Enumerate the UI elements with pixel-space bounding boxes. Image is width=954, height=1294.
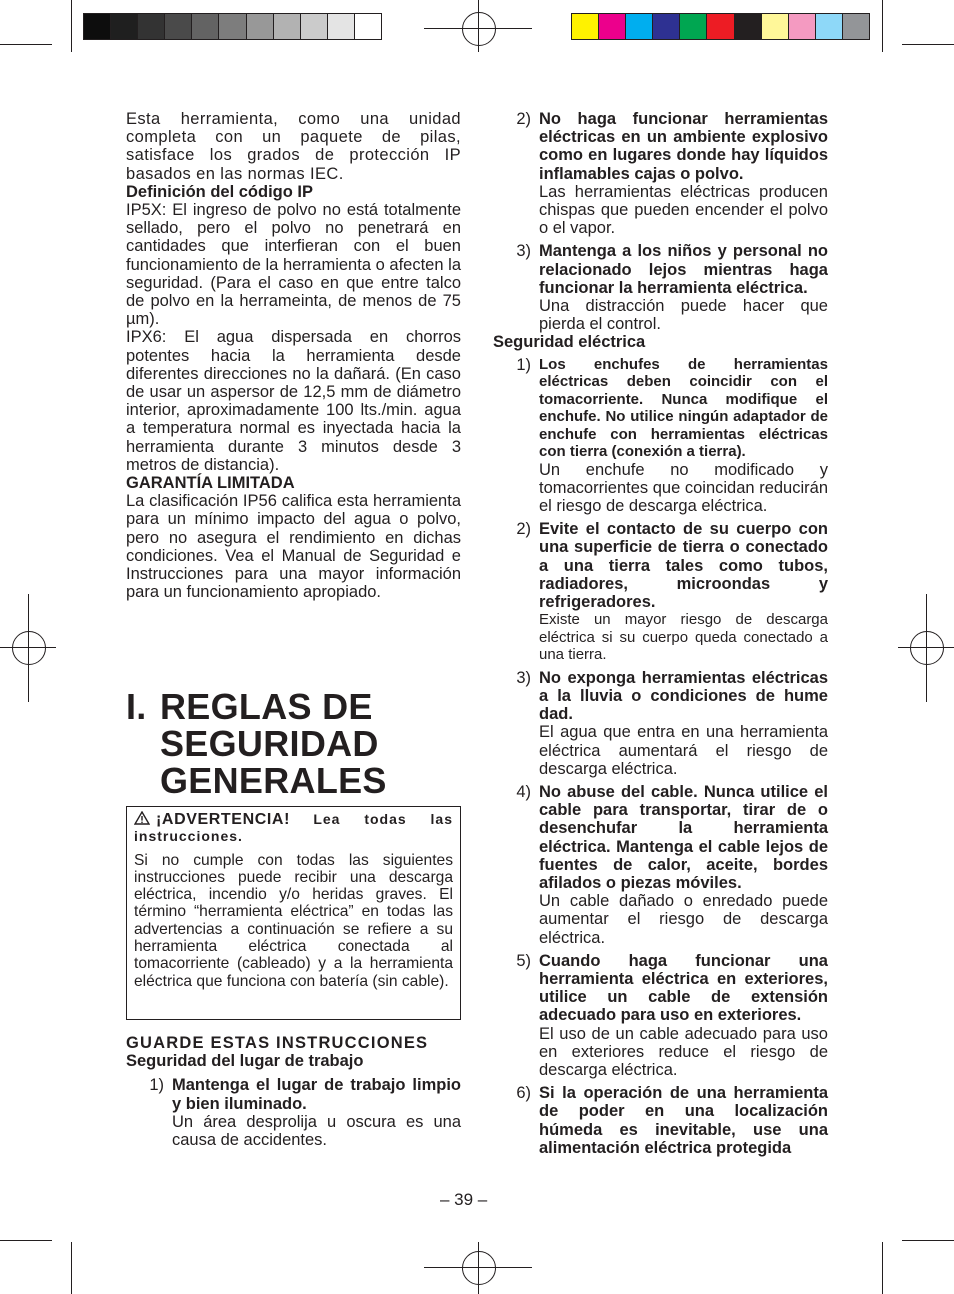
item-number: 1) — [516, 355, 531, 374]
heading-line-1: REGLAS DE — [160, 686, 373, 727]
gray-swatch-3 — [138, 14, 165, 39]
work-area-item-1 — [126, 1076, 461, 1149]
item-number: 2) — [516, 520, 531, 539]
color-swatch-7 — [735, 14, 762, 39]
item-title: Cuando haga funcionar una herramienta eléctrica en exteriores, utilice un cable de extensión adecuado para uso en exteriores. — [539, 951, 828, 1025]
color-swatch-2 — [599, 14, 626, 39]
item-title: Mantenga el lugar de trabajo limpio y bien iluminado. — [172, 1076, 461, 1113]
right-column — [493, 110, 828, 1157]
item-title: No exponga herramientas eléctricas a la lluvia o condiciones de hume dad. — [539, 668, 828, 724]
warning-lead: Lea todas las instrucciones. — [134, 811, 453, 845]
intro-paragraph: Esta herramienta, como una unidad completa con un paquete de pilas, satisface los grados de protección IP basados en las normas IEC. — [126, 110, 461, 183]
item-number: 3) — [516, 668, 531, 687]
heading-line-2: SEGURIDAD — [160, 723, 379, 764]
item-title: Evite el contacto de su cuerpo con una superficie de tierra o conectado a una tierra tales como tubos, radiadores, microondas y refrigeradores. — [539, 520, 828, 612]
color-swatch-4 — [653, 14, 680, 39]
heading-line-3: GENERALES — [160, 760, 387, 801]
color-swatch-1 — [572, 14, 599, 39]
color-swatch-3 — [626, 14, 653, 39]
electrical-item-1 — [493, 356, 828, 516]
warning-triangle-icon — [134, 811, 150, 825]
electrical-item-3 — [493, 669, 828, 778]
electrical-safety-title: Seguridad eléctrica — [493, 333, 646, 352]
section-heading — [126, 688, 466, 799]
color-swatch-5 — [680, 14, 707, 39]
work-area-item-3 — [493, 242, 828, 333]
color-swatch-8 — [762, 14, 789, 39]
item-title: No haga funcionar herramientas eléctricas en un ambiente explosivo como en lugares donde hay líquidos inflamables cajas o polvo. — [539, 110, 828, 183]
page-number: – 39 – — [440, 1190, 488, 1209]
item-number: 1) — [149, 1076, 164, 1095]
left-column-lower — [126, 1034, 461, 1149]
warning-body: Si no cumple con todas las siguientes instrucciones puede recibir una descarga eléctrica, incendio y/o heridas graves. El término “herramienta eléctrica” en todas las advertencias a continuación se refiere a su herramienta eléctrica conectada al tomacorriente (cableado) y a la herramienta eléctrica que funciona con batería (sin cable). — [134, 851, 453, 990]
electrical-item-5 — [493, 952, 828, 1079]
color-swatch-11 — [843, 14, 869, 39]
electrical-item-4 — [493, 783, 828, 947]
warranty-paragraph: La clasificación IP56 califica esta herramienta para un mínimo impacto del agua o polvo, pero no asegura el rendimiento en dichas condiciones. Vea el Manual de Seguridad e Instrucciones para una mayor información para un funcionamiento apropiado. — [126, 492, 461, 602]
save-instructions-title: GUARDE ESTAS INSTRUCCIONES — [126, 1034, 429, 1052]
color-swatch-10 — [816, 14, 843, 39]
heading-roman: I. — [126, 686, 147, 727]
warning-box — [126, 806, 461, 1020]
item-text: Las herramientas eléctricas producen chispas que pueden encender el polvo o el vapor. — [539, 182, 828, 238]
item-title: Los enchufes de herramientas eléctricas deben coincidir con el tomacorriente. Nunca modifique el enchufe. No utilice ningún adaptador de enchufe con herramientas eléctricas con tierra (conexión a tierra). — [539, 355, 828, 461]
warning-header — [134, 811, 453, 846]
color-swatch-6 — [707, 14, 734, 39]
item-text: Un cable dañado o enredado puede aumentar el riesgo de descarga eléctrica. — [539, 892, 828, 947]
color-swatch-9 — [789, 14, 816, 39]
item-number: 6) — [516, 1084, 531, 1103]
item-text: Un área desprolija u oscura es una causa de accidentes. — [172, 1112, 461, 1150]
gray-swatch-8 — [274, 14, 301, 39]
gray-swatch-10 — [328, 14, 355, 39]
item-text: Una distracción puede hacer que pierda el control. — [539, 297, 828, 334]
ip5x-paragraph: IP5X: El ingreso de polvo no está totalmente sellado, pero el polvo no penetrará en cantidades que interfieran con el buen funcionamiento de la herramienta o afecten la seguridad. (Para el caso en que entre talco de polvo en la herrameinta, de menos de 75 µm). — [126, 201, 461, 329]
item-text: El uso de un cable adecuado para uso en exteriores reduce el riesgo de descarga eléctrica. — [539, 1024, 828, 1080]
gray-swatch-5 — [192, 14, 219, 39]
gray-swatch-7 — [247, 14, 274, 39]
gray-swatch-1 — [84, 14, 111, 39]
item-text: El agua que entra en una herramienta eléctrica aumentará el riesgo de descarga eléctrica. — [539, 723, 828, 778]
item-number: 5) — [516, 951, 531, 970]
color-process-bar — [571, 13, 870, 40]
item-number: 2) — [516, 110, 531, 128]
item-text: Existe un mayor riesgo de descarga eléctrica si su cuerpo queda conectado a una tierra. — [539, 611, 828, 664]
gray-swatch-4 — [165, 14, 192, 39]
warranty-title: GARANTÍA LIMITADA — [126, 474, 295, 493]
work-area-title: Seguridad del lugar de trabajo — [126, 1052, 364, 1071]
gray-swatch-6 — [219, 14, 246, 39]
gray-scale-bar — [83, 13, 382, 40]
item-number: 4) — [516, 782, 531, 801]
electrical-item-2 — [493, 520, 828, 664]
item-number: 3) — [516, 242, 531, 261]
electrical-item-6 — [493, 1084, 828, 1157]
item-text: Un enchufe no modificado y tomacorrientes que coincidan reducirán el riesgo de descarga eléctrica. — [539, 460, 828, 516]
ipx6-paragraph: IPX6: El agua dispersada en chorros potentes hacia la herramienta desde diferentes direcciones no la dañará. (En caso de usar un aspersor de 12,5 mm de diámetro interior, aproximadamente 100 lts./min. agua a temperatura normal es inyectada hacia la herramienta durante 3 minutos desde 3 metros de distancia). — [126, 328, 461, 474]
warning-title: ¡ADVERTENCIA! — [156, 811, 291, 828]
item-title: Mantenga a los niños y personal no relacionado lejos mientras haga funcionar la herramienta eléctrica. — [539, 242, 828, 297]
item-title: No abuse del cable. Nunca utilice el cable para transportar, tirar de o desenchufar la herramienta eléctrica. Mantenga el cable lejos de fuentes de calor, aceite, bordes afilados o piezas móviles. — [539, 782, 828, 892]
left-column — [126, 110, 461, 601]
gray-swatch-2 — [111, 14, 138, 39]
ip-code-title: Definición del código IP — [126, 182, 314, 201]
item-title: Si la operación de una herramienta de poder en una localización húmeda es inevitable, use una alimentación eléctrica protegida — [539, 1084, 828, 1157]
gray-swatch-9 — [301, 14, 328, 39]
gray-swatch-11 — [355, 14, 381, 39]
work-area-item-2 — [493, 110, 828, 237]
